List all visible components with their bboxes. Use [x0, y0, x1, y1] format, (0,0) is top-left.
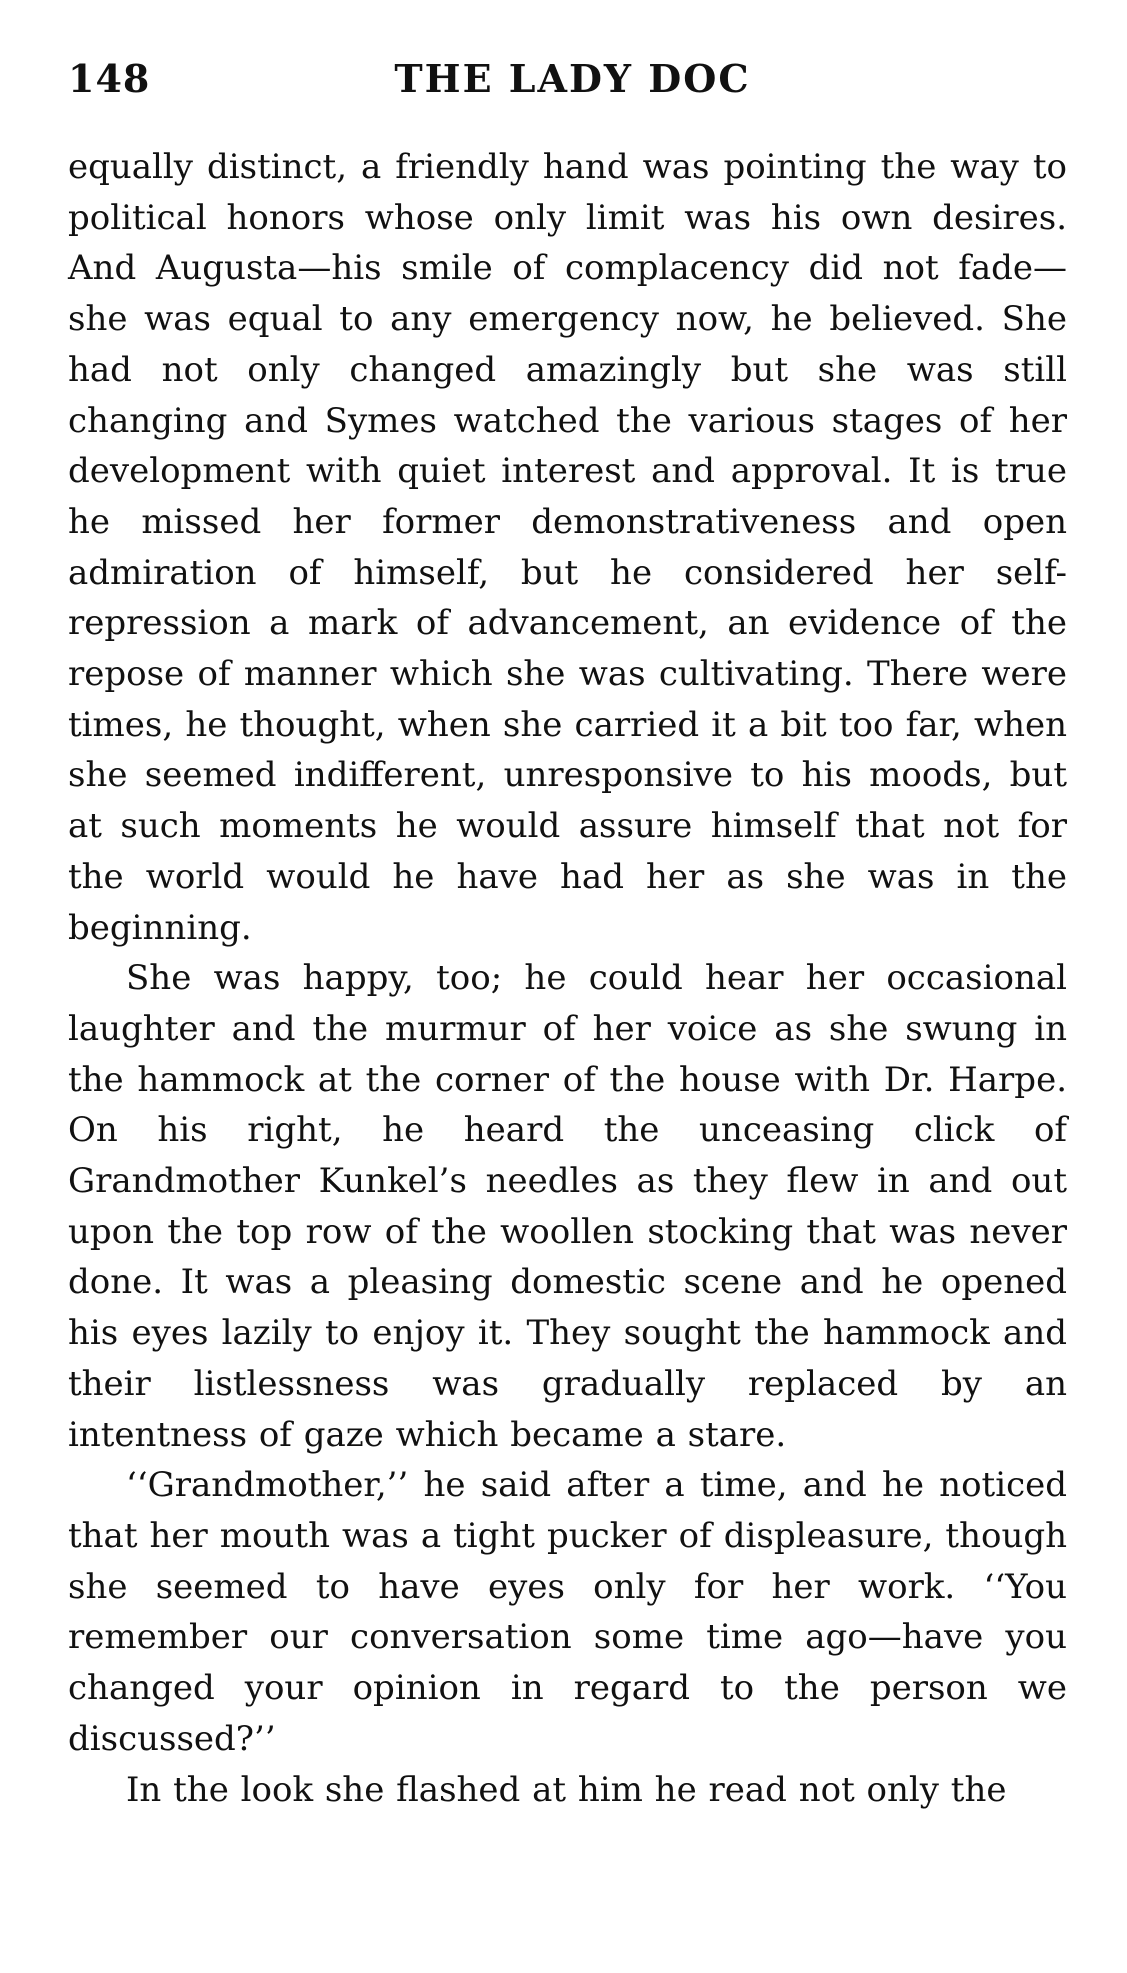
page-number: 148 — [68, 56, 151, 101]
paragraph: ‘‘Grandmother,’’ he said after a time, and he noticed that her mouth was a tight pucker of displeasure, though she seemed to have eyes only for her work. ‘‘You remember our conversation some time ago—have you changed your opinion in regard to the person we discussed?’’ — [68, 1465, 1067, 1759]
body-text — [68, 142, 1067, 1815]
running-head — [68, 56, 1067, 112]
paragraph-continued: equally distinct, a friendly hand was pointing the way to political honors whose only limit was his own desires. And Augusta—his smile of complacency did not fade—she was equal to any emergency now, he believed. She had not only changed amazingly but she was still changing and Symes watched the various stages of her development with quiet interest and approval. It is true he missed her former demonstrativeness and open admiration of himself, but he considered her self-repression a mark of advancement, an evidence of the repose of manner which she was cultivating. There were times, he thought, when she carried it a bit too far, when she seemed indifferent, unresponsive to his moods, but at such moments he would assure himself that not for the world would he have had her as she was in the beginning. — [68, 147, 1067, 948]
paragraph-last-line: In the look she flashed at him he read not only the — [126, 1769, 1007, 1810]
paragraph: She was happy, too; he could hear her occasional laughter and the murmur of her voice as she swung in the hammock at the corner of the house with Dr. Harpe. On his right, he heard the unceasing click of Grandmother Kunkel’s needles as they flew in and out upon the top row of the woollen stocking that was never done. It was a pleasing domestic scene and he opened his eyes lazily to enjoy it. They sought the hammock and their listlessness was gradually replaced by an intentness of gaze which became a stare. — [68, 958, 1067, 1455]
running-title: THE LADY DOC — [394, 56, 751, 101]
book-page — [68, 56, 1067, 1956]
